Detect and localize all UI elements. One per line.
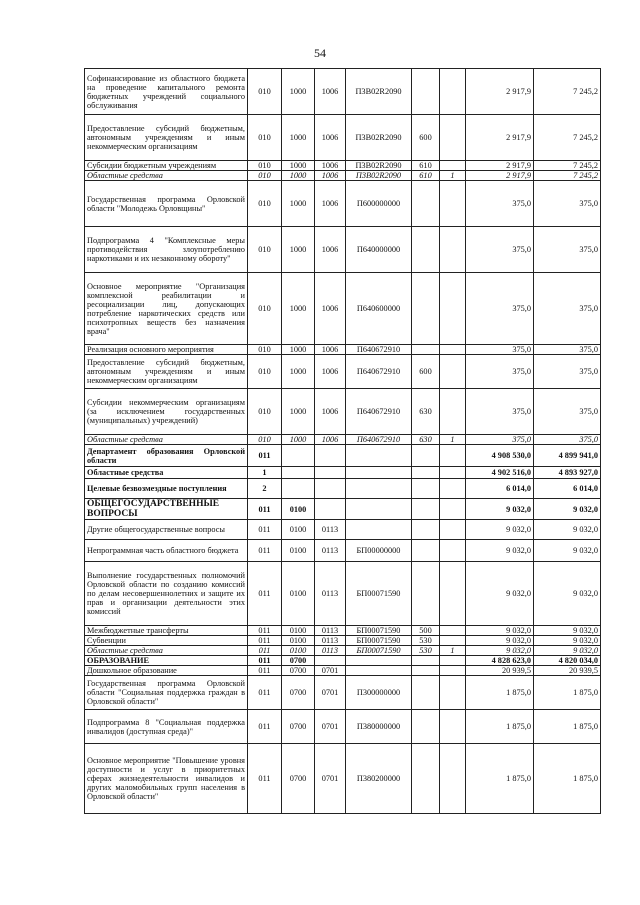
cell-rz: 0700 <box>282 676 315 710</box>
cell-sum2: 9 032,0 <box>534 499 601 520</box>
cell-ist <box>440 744 466 814</box>
cell-csr: П3В02R2090 <box>346 171 412 181</box>
cell-sum1: 9 032,0 <box>466 562 534 626</box>
cell-grbs: 010 <box>248 355 282 389</box>
cell-vr <box>412 656 440 666</box>
cell-rz <box>282 479 315 499</box>
table-row <box>85 435 601 445</box>
cell-csr <box>346 445 412 467</box>
cell-sum1: 375,0 <box>466 227 534 273</box>
cell-pr: 0701 <box>315 676 346 710</box>
cell-pr: 1006 <box>315 355 346 389</box>
table-row <box>85 161 601 171</box>
cell-rz: 1000 <box>282 171 315 181</box>
cell-rz: 0100 <box>282 540 315 562</box>
cell-rz: 0700 <box>282 744 315 814</box>
table-body <box>85 69 601 814</box>
cell-sum1: 4 902 516,0 <box>466 467 534 479</box>
cell-csr: П640672910 <box>346 345 412 355</box>
cell-sum2: 375,0 <box>534 181 601 227</box>
cell-sum2: 7 245,2 <box>534 69 601 115</box>
cell-grbs: 011 <box>248 744 282 814</box>
cell-name: ОБРАЗОВАНИЕ <box>85 656 248 666</box>
cell-pr <box>315 445 346 467</box>
cell-sum1: 2 917,9 <box>466 171 534 181</box>
cell-sum2: 375,0 <box>534 345 601 355</box>
cell-sum2: 9 032,0 <box>534 626 601 636</box>
cell-grbs: 010 <box>248 115 282 161</box>
cell-grbs: 2 <box>248 479 282 499</box>
cell-name: Областные средства <box>85 435 248 445</box>
cell-name: Непрограммная часть областного бюджета <box>85 540 248 562</box>
cell-ist <box>440 666 466 676</box>
cell-sum2: 375,0 <box>534 273 601 345</box>
cell-ist: 1 <box>440 646 466 656</box>
cell-sum2: 375,0 <box>534 355 601 389</box>
cell-vr <box>412 562 440 626</box>
cell-grbs: 011 <box>248 499 282 520</box>
cell-sum1: 6 014,0 <box>466 479 534 499</box>
cell-csr <box>346 656 412 666</box>
cell-ist <box>440 562 466 626</box>
cell-rz: 0100 <box>282 562 315 626</box>
cell-ist <box>440 676 466 710</box>
cell-pr <box>315 499 346 520</box>
cell-pr: 0113 <box>315 562 346 626</box>
table-row <box>85 171 601 181</box>
cell-sum1: 4 828 623,0 <box>466 656 534 666</box>
cell-name: Основное мероприятие "Повышение уровня доступности и услуг в приоритетных сферах жизнедеятельности инвалидов и других маломобильных групп населения в Орловской области" <box>85 744 248 814</box>
cell-vr: 610 <box>412 171 440 181</box>
cell-grbs: 010 <box>248 161 282 171</box>
cell-sum2: 9 032,0 <box>534 636 601 646</box>
cell-vr <box>412 181 440 227</box>
cell-grbs: 011 <box>248 540 282 562</box>
cell-sum1: 375,0 <box>466 345 534 355</box>
cell-csr <box>346 499 412 520</box>
cell-name: Дошкольное образование <box>85 666 248 676</box>
cell-vr: 630 <box>412 435 440 445</box>
cell-pr: 0701 <box>315 666 346 676</box>
cell-pr: 1006 <box>315 227 346 273</box>
table-row <box>85 666 601 676</box>
table-row <box>85 744 601 814</box>
cell-sum1: 1 875,0 <box>466 710 534 744</box>
cell-vr <box>412 676 440 710</box>
cell-grbs: 011 <box>248 710 282 744</box>
cell-rz <box>282 445 315 467</box>
cell-rz: 1000 <box>282 345 315 355</box>
cell-ist <box>440 710 466 744</box>
cell-grbs: 010 <box>248 69 282 115</box>
cell-ist <box>440 656 466 666</box>
cell-grbs: 010 <box>248 227 282 273</box>
cell-ist <box>440 273 466 345</box>
cell-sum1: 2 917,9 <box>466 161 534 171</box>
cell-rz: 0100 <box>282 520 315 540</box>
cell-ist <box>440 161 466 171</box>
table-row <box>85 520 601 540</box>
cell-csr: П300000000 <box>346 676 412 710</box>
cell-grbs: 011 <box>248 636 282 646</box>
table-row <box>85 636 601 646</box>
table-row <box>85 479 601 499</box>
cell-pr <box>315 467 346 479</box>
cell-grbs: 010 <box>248 435 282 445</box>
cell-rz: 0700 <box>282 710 315 744</box>
table-row <box>85 646 601 656</box>
cell-csr: БП00071590 <box>346 562 412 626</box>
cell-grbs: 010 <box>248 171 282 181</box>
cell-name: ОБЩЕГОСУДАРСТВЕННЫЕ ВОПРОСЫ <box>85 499 248 520</box>
cell-vr: 630 <box>412 389 440 435</box>
table-row <box>85 467 601 479</box>
cell-sum2: 7 245,2 <box>534 171 601 181</box>
cell-rz: 1000 <box>282 69 315 115</box>
cell-sum1: 9 032,0 <box>466 636 534 646</box>
cell-name: Областные средства <box>85 467 248 479</box>
cell-name: Межбюджетные трансферты <box>85 626 248 636</box>
cell-csr: П380000000 <box>346 710 412 744</box>
cell-pr: 1006 <box>315 171 346 181</box>
cell-grbs: 1 <box>248 467 282 479</box>
cell-vr <box>412 520 440 540</box>
page-number: 54 <box>314 46 326 60</box>
cell-pr: 1006 <box>315 435 346 445</box>
table-row <box>85 499 601 520</box>
cell-ist <box>440 181 466 227</box>
cell-ist <box>440 345 466 355</box>
cell-rz: 1000 <box>282 181 315 227</box>
cell-name: Софинансирование из областного бюджета на проведение капитального ремонта бюджетных учреждений социального обслуживания <box>85 69 248 115</box>
cell-name: Государственная программа Орловской области "Социальная поддержка граждан в Орловской области" <box>85 676 248 710</box>
cell-vr <box>412 744 440 814</box>
cell-sum2: 9 032,0 <box>534 646 601 656</box>
cell-vr: 600 <box>412 115 440 161</box>
cell-vr <box>412 666 440 676</box>
cell-csr: БП00071590 <box>346 636 412 646</box>
cell-name: Подпрограмма 4 "Комплексные меры противодействия злоупотреблению наркотиками и их незаконному обороту" <box>85 227 248 273</box>
cell-grbs: 010 <box>248 345 282 355</box>
cell-grbs: 011 <box>248 656 282 666</box>
cell-grbs: 010 <box>248 389 282 435</box>
cell-name: Департамент образования Орловской области <box>85 445 248 467</box>
cell-ist <box>440 467 466 479</box>
cell-name: Субсидии некоммерческим организациям (за исключением государственных (муниципальных) учреждений) <box>85 389 248 435</box>
table-row <box>85 389 601 435</box>
cell-sum2: 4 893 927,0 <box>534 467 601 479</box>
cell-rz: 1000 <box>282 355 315 389</box>
cell-vr <box>412 227 440 273</box>
cell-sum2: 375,0 <box>534 227 601 273</box>
cell-name: Выполнение государственных полномочий Орловской области по созданию комиссий по делам несовершеннолетних и защите их прав и организации деятельности этих комиссий <box>85 562 248 626</box>
table-row <box>85 710 601 744</box>
cell-sum1: 20 939,5 <box>466 666 534 676</box>
table-row <box>85 562 601 626</box>
cell-csr <box>346 467 412 479</box>
cell-ist <box>440 499 466 520</box>
cell-rz: 0100 <box>282 499 315 520</box>
cell-name: Субвенции <box>85 636 248 646</box>
cell-sum2: 375,0 <box>534 389 601 435</box>
cell-rz: 1000 <box>282 115 315 161</box>
budget-table <box>84 68 601 814</box>
table-row <box>85 69 601 115</box>
cell-ist <box>440 355 466 389</box>
cell-csr: П640672910 <box>346 355 412 389</box>
table-row <box>85 181 601 227</box>
cell-sum2: 6 014,0 <box>534 479 601 499</box>
cell-sum2: 375,0 <box>534 435 601 445</box>
cell-csr: П640672910 <box>346 389 412 435</box>
cell-sum2: 1 875,0 <box>534 676 601 710</box>
table-row <box>85 626 601 636</box>
cell-grbs: 011 <box>248 626 282 636</box>
cell-csr: П640672910 <box>346 435 412 445</box>
cell-rz: 1000 <box>282 273 315 345</box>
cell-grbs: 010 <box>248 181 282 227</box>
cell-grbs: 011 <box>248 676 282 710</box>
cell-ist <box>440 479 466 499</box>
cell-sum2: 7 245,2 <box>534 161 601 171</box>
cell-sum2: 9 032,0 <box>534 562 601 626</box>
table-row <box>85 676 601 710</box>
cell-ist <box>440 636 466 646</box>
cell-name: Основное мероприятие "Организация комплексной реабилитации и ресоциализации лиц, допускающих потребление наркотических средств или психотропных веществ без назначения врача" <box>85 273 248 345</box>
cell-csr: БП00000000 <box>346 540 412 562</box>
cell-sum1: 1 875,0 <box>466 744 534 814</box>
cell-sum2: 4 899 941,0 <box>534 445 601 467</box>
cell-grbs: 011 <box>248 646 282 656</box>
cell-pr: 1006 <box>315 273 346 345</box>
cell-grbs: 011 <box>248 445 282 467</box>
cell-vr <box>412 345 440 355</box>
table-row <box>85 355 601 389</box>
cell-csr: П380200000 <box>346 744 412 814</box>
cell-rz: 1000 <box>282 389 315 435</box>
cell-rz: 0100 <box>282 626 315 636</box>
cell-name: Областные средства <box>85 646 248 656</box>
cell-rz: 0100 <box>282 636 315 646</box>
cell-name: Государственная программа Орловской области "Молодежь Орловщины" <box>85 181 248 227</box>
cell-ist <box>440 69 466 115</box>
cell-pr: 0113 <box>315 636 346 646</box>
cell-rz: 0700 <box>282 666 315 676</box>
cell-rz: 1000 <box>282 227 315 273</box>
cell-ist <box>440 389 466 435</box>
table-row <box>85 540 601 562</box>
cell-rz: 0100 <box>282 646 315 656</box>
cell-sum1: 375,0 <box>466 181 534 227</box>
cell-sum2: 9 032,0 <box>534 540 601 562</box>
table-row <box>85 345 601 355</box>
cell-rz: 1000 <box>282 435 315 445</box>
table-row <box>85 273 601 345</box>
cell-pr: 1006 <box>315 345 346 355</box>
cell-pr: 1006 <box>315 161 346 171</box>
cell-vr <box>412 273 440 345</box>
cell-csr: П3В02R2090 <box>346 69 412 115</box>
cell-pr <box>315 479 346 499</box>
cell-ist <box>440 115 466 161</box>
cell-sum1: 9 032,0 <box>466 626 534 636</box>
cell-sum1: 9 032,0 <box>466 540 534 562</box>
cell-pr: 0113 <box>315 626 346 636</box>
cell-sum2: 9 032,0 <box>534 520 601 540</box>
cell-pr: 0113 <box>315 646 346 656</box>
cell-sum1: 2 917,9 <box>466 69 534 115</box>
cell-pr: 1006 <box>315 181 346 227</box>
cell-csr: БП00071590 <box>346 626 412 636</box>
cell-grbs: 011 <box>248 666 282 676</box>
cell-sum2: 1 875,0 <box>534 710 601 744</box>
cell-pr: 1006 <box>315 389 346 435</box>
cell-sum1: 375,0 <box>466 273 534 345</box>
cell-rz: 1000 <box>282 161 315 171</box>
cell-name: Целевые безвозмездные поступления <box>85 479 248 499</box>
cell-vr: 530 <box>412 646 440 656</box>
cell-vr <box>412 479 440 499</box>
cell-vr <box>412 467 440 479</box>
table-row <box>85 115 601 161</box>
cell-grbs: 011 <box>248 520 282 540</box>
cell-sum2: 1 875,0 <box>534 744 601 814</box>
cell-name: Подпрограмма 8 "Социальная поддержка инвалидов (доступная среда)" <box>85 710 248 744</box>
cell-pr: 0701 <box>315 710 346 744</box>
cell-sum1: 375,0 <box>466 435 534 445</box>
cell-csr <box>346 666 412 676</box>
cell-name: Другие общегосударственные вопросы <box>85 520 248 540</box>
cell-pr: 0113 <box>315 540 346 562</box>
cell-vr <box>412 69 440 115</box>
cell-ist <box>440 520 466 540</box>
cell-csr <box>346 520 412 540</box>
cell-ist <box>440 626 466 636</box>
cell-vr <box>412 540 440 562</box>
cell-pr <box>315 656 346 666</box>
cell-csr: П3В02R2090 <box>346 161 412 171</box>
cell-sum2: 4 820 034,0 <box>534 656 601 666</box>
cell-csr: П640600000 <box>346 273 412 345</box>
cell-csr: П640000000 <box>346 227 412 273</box>
cell-vr: 610 <box>412 161 440 171</box>
cell-ist: 1 <box>440 435 466 445</box>
cell-name: Субсидии бюджетным учреждениям <box>85 161 248 171</box>
cell-pr: 1006 <box>315 69 346 115</box>
cell-vr: 500 <box>412 626 440 636</box>
cell-sum2: 20 939,5 <box>534 666 601 676</box>
cell-vr: 530 <box>412 636 440 646</box>
cell-rz: 0700 <box>282 656 315 666</box>
cell-pr: 0701 <box>315 744 346 814</box>
cell-vr <box>412 499 440 520</box>
table-row <box>85 227 601 273</box>
cell-ist <box>440 445 466 467</box>
cell-sum1: 9 032,0 <box>466 499 534 520</box>
cell-name: Предоставление субсидий бюджетным, автономным учреждениям и иным некоммерческим организациям <box>85 115 248 161</box>
cell-sum1: 2 917,9 <box>466 115 534 161</box>
cell-vr <box>412 445 440 467</box>
table-row <box>85 445 601 467</box>
cell-name: Реализация основного мероприятия <box>85 345 248 355</box>
cell-vr: 600 <box>412 355 440 389</box>
cell-sum2: 7 245,2 <box>534 115 601 161</box>
cell-grbs: 011 <box>248 562 282 626</box>
cell-sum1: 1 875,0 <box>466 676 534 710</box>
cell-csr: П3В02R2090 <box>346 115 412 161</box>
cell-sum1: 375,0 <box>466 389 534 435</box>
cell-name: Предоставление субсидий бюджетным, автономным учреждениям и иным некоммерческим организациям <box>85 355 248 389</box>
cell-rz <box>282 467 315 479</box>
cell-sum1: 9 032,0 <box>466 520 534 540</box>
cell-sum1: 9 032,0 <box>466 646 534 656</box>
table-row <box>85 656 601 666</box>
cell-sum1: 375,0 <box>466 355 534 389</box>
cell-ist <box>440 540 466 562</box>
cell-ist: 1 <box>440 171 466 181</box>
cell-name: Областные средства <box>85 171 248 181</box>
cell-sum1: 4 908 530,0 <box>466 445 534 467</box>
cell-pr: 0113 <box>315 520 346 540</box>
cell-grbs: 010 <box>248 273 282 345</box>
cell-pr: 1006 <box>315 115 346 161</box>
cell-csr: П600000000 <box>346 181 412 227</box>
cell-csr: БП00071590 <box>346 646 412 656</box>
cell-csr <box>346 479 412 499</box>
cell-vr <box>412 710 440 744</box>
cell-ist <box>440 227 466 273</box>
